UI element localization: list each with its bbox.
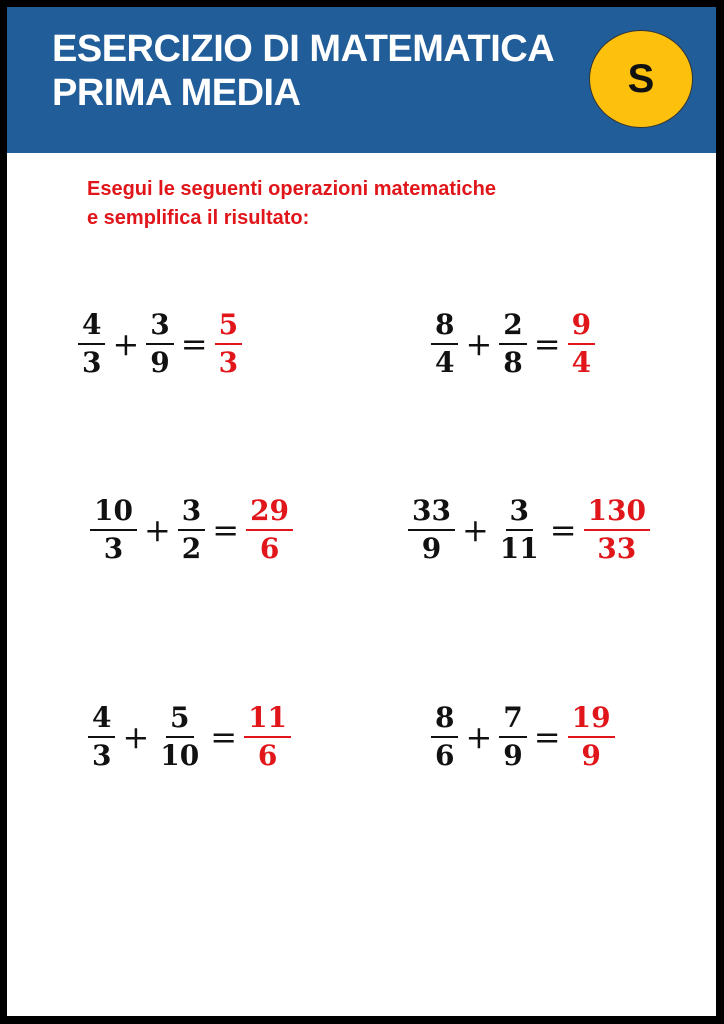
plus-sign: + <box>465 325 493 363</box>
plus-sign: + <box>465 718 493 756</box>
equals-sign: = <box>533 325 561 363</box>
exercise-4 <box>405 496 653 564</box>
fraction-b: $\frac{7}{9}$ <box>499 703 526 771</box>
plus-sign: + <box>143 511 171 549</box>
equals-sign: = <box>212 511 240 549</box>
plus-sign: + <box>112 325 140 363</box>
exercise-3 <box>87 496 296 564</box>
page-title <box>52 27 554 115</box>
level-badge: S <box>589 30 693 128</box>
fraction-a: $\frac{4}{3}$ <box>78 310 105 378</box>
plus-sign: + <box>461 511 489 549</box>
fraction-result: $\frac{130}{33}$ <box>584 496 650 564</box>
fraction-b: $\frac{5}{10}$ <box>160 701 200 772</box>
fraction-result: $\frac{19}{9}$ <box>568 703 615 771</box>
fraction-a: $\frac{33}{9}$ <box>408 496 455 564</box>
header-banner <box>7 7 716 153</box>
fraction-result: $\frac{5}{3}$ <box>215 310 242 378</box>
fraction-b: $\frac{2}{8}$ <box>499 310 526 378</box>
fraction-a: $\frac{8}{4}$ <box>431 310 458 378</box>
fraction-b: $\frac{3}{9}$ <box>146 310 173 378</box>
fraction-a: $\frac{10}{3}$ <box>90 496 137 564</box>
equals-sign: = <box>180 325 208 363</box>
exercise-1 <box>75 310 245 378</box>
instructions-line-1: Esegui le seguenti operazioni matematiche <box>87 178 497 200</box>
worksheet-page <box>7 7 716 1016</box>
plus-sign: + <box>122 718 150 756</box>
fraction-result: $\frac{11}{6}$ <box>244 703 291 771</box>
exercise-5 <box>85 703 294 771</box>
title-line-1: ESERCIZIO DI MATEMATICA <box>52 28 555 70</box>
equals-sign: = <box>549 511 577 549</box>
fraction-a: $\frac{4}{3}$ <box>88 703 115 771</box>
instructions <box>87 175 496 233</box>
instructions-line-2: e semplifica il risultato: <box>87 207 310 229</box>
fraction-result: $\frac{9}{4}$ <box>568 310 595 378</box>
exercise-6 <box>428 703 618 771</box>
equals-sign: = <box>533 718 561 756</box>
equals-sign: = <box>210 718 238 756</box>
fraction-b: $\frac{3}{11}$ <box>499 494 539 565</box>
title-line-2: PRIMA MEDIA <box>52 72 301 114</box>
fraction-a: $\frac{8}{6}$ <box>431 703 458 771</box>
exercise-2 <box>428 310 598 378</box>
fraction-result: $\frac{29}{6}$ <box>246 496 293 564</box>
fraction-b: $\frac{3}{2}$ <box>178 496 205 564</box>
